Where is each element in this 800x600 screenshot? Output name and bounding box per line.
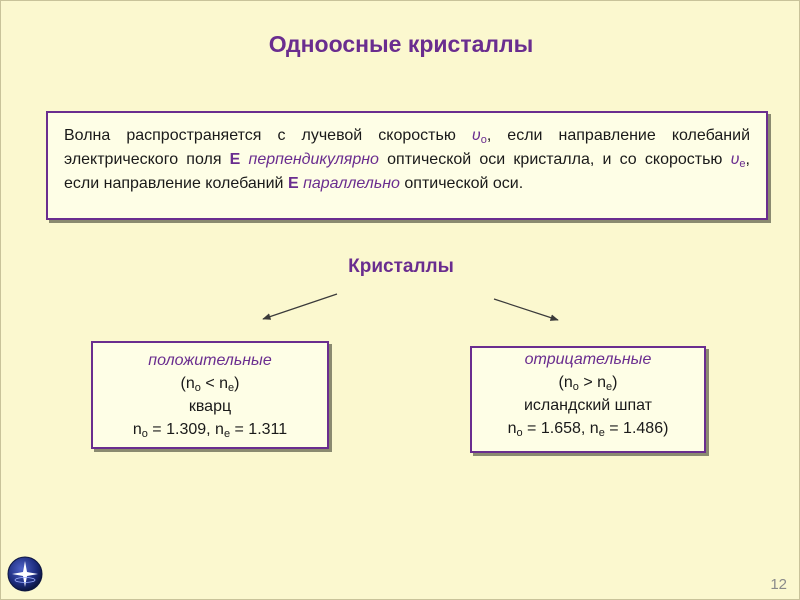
- crystals-heading: Кристаллы: [348, 256, 454, 277]
- slide-title: Одноосные кристаллы: [268, 31, 534, 57]
- definition-text-2: , если направление колебаний электрического поля: [64, 127, 751, 168]
- field-symbol-e-2: E: [287, 175, 299, 192]
- definition-text-1: Волна распространяется с лучевой скоростью: [64, 127, 472, 144]
- positive-example: кварц: [188, 398, 232, 415]
- relation-sign: > n: [578, 374, 607, 391]
- subscript-o: o: [141, 428, 148, 440]
- subscript-e: e: [228, 382, 235, 394]
- negative-relation: [472, 371, 704, 394]
- negative-crystal-box: [470, 346, 706, 453]
- perpendicular-term: перпендикулярно: [248, 151, 379, 168]
- n-letter: n: [215, 421, 224, 438]
- positive-indices: [93, 418, 327, 441]
- parallel-term: параллельно: [303, 175, 400, 192]
- velocity-symbol-e: υ: [730, 151, 740, 168]
- relation-close: ): [612, 374, 618, 391]
- index-e-value: = 1.311: [230, 421, 288, 438]
- definition-text-4: , если направление колебаний: [64, 151, 750, 192]
- positive-label: положительные: [148, 352, 272, 369]
- n-letter: n: [132, 421, 142, 438]
- positive-crystal-box: [91, 341, 329, 449]
- negative-indices: [472, 417, 704, 440]
- subscript-e: e: [739, 158, 746, 170]
- negative-label: отрицательные: [524, 351, 652, 368]
- page-number: 12: [770, 576, 787, 593]
- subscript-e: e: [223, 428, 231, 440]
- relation-open: (n: [180, 375, 195, 392]
- relation-close: ): [234, 375, 240, 392]
- subscript-o: o: [572, 381, 579, 393]
- negative-example: исландский шпат: [523, 397, 653, 414]
- positive-relation: [93, 372, 327, 395]
- star-globe-logo-icon: [7, 556, 43, 592]
- velocity-symbol-o: υ: [471, 127, 481, 144]
- subscript-o: o: [516, 427, 523, 439]
- arrow-left: [263, 294, 337, 319]
- n-letter: n: [507, 420, 517, 437]
- field-symbol-e: E: [229, 151, 241, 168]
- definition-text-5: оптической оси.: [399, 175, 524, 192]
- subscript-o: o: [480, 134, 487, 146]
- relation-sign: < n: [200, 375, 229, 392]
- n-letter: n: [589, 420, 599, 437]
- index-o-value: = 1.309,: [147, 421, 216, 438]
- definition-text-3: оптической оси кристалла, и со скоростью: [378, 151, 731, 168]
- index-o-value: = 1.658,: [522, 420, 590, 437]
- branch-arrows: [1, 1, 800, 600]
- arrow-right: [494, 299, 558, 320]
- relation-open: (n: [558, 374, 573, 391]
- index-e-value: = 1.486): [604, 420, 669, 437]
- subscript-e: e: [606, 381, 613, 393]
- subscript-o: o: [194, 382, 201, 394]
- subscript-e: e: [598, 427, 605, 439]
